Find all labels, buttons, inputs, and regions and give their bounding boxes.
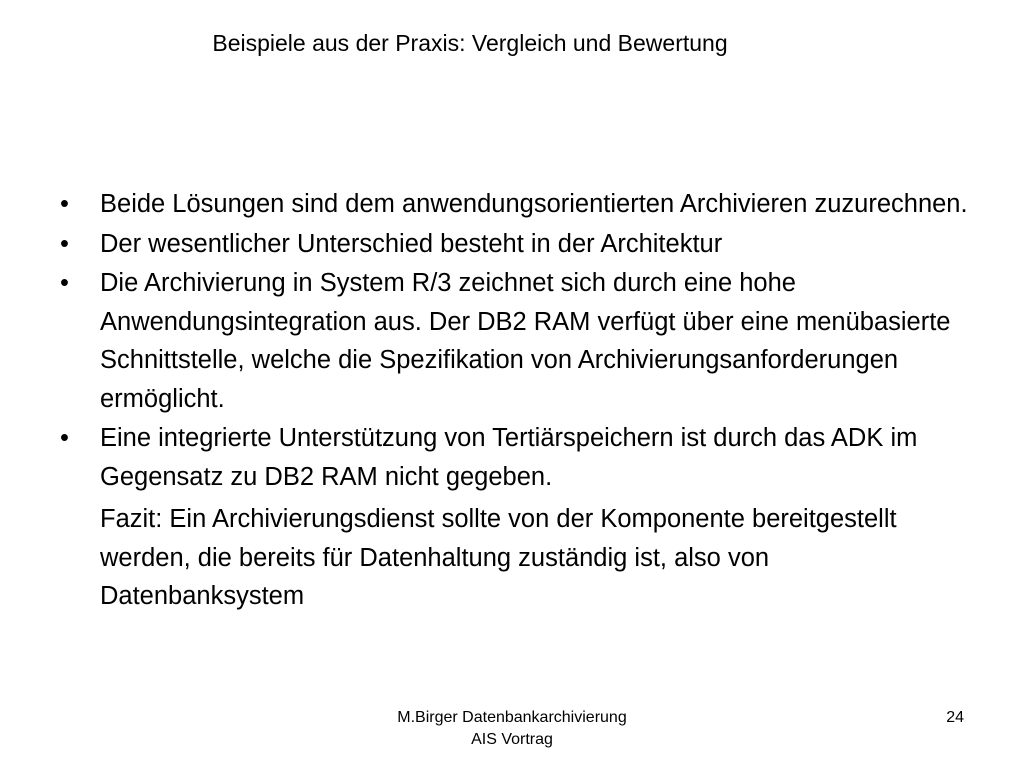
- list-item: [60, 225, 980, 264]
- footer-author: M.Birger Datenbankarchivierung: [397, 709, 627, 726]
- list-item-text: Beide Lösungen sind dem anwendungsorientierten Archivieren zuzurechnen.: [100, 190, 968, 218]
- bullet-icon: •: [60, 424, 69, 452]
- footer-event: AIS Vortrag: [471, 731, 553, 748]
- bullet-list: [60, 185, 980, 616]
- list-item-text: Eine integrierte Unterstützung von Tertiärspeichern ist durch das ADK im Gegensatz zu DB2 RAM nicht gegeben.: [100, 424, 918, 491]
- list-item: [60, 419, 980, 496]
- conclusion-text: Fazit: Ein Archivierungsdienst sollte von der Komponente bereitgestellt werden, die bereits für Datenhaltung zuständig ist, also von Datenbanksystem: [100, 505, 897, 610]
- page-number: 24: [946, 709, 964, 726]
- list-item-text: Der wesentlicher Unterschied besteht in der Architektur: [100, 229, 723, 258]
- bullet-icon: •: [60, 269, 69, 297]
- bullet-icon: •: [60, 229, 69, 258]
- slide-title: Beispiele aus der Praxis: Vergleich und Bewertung: [212, 30, 728, 56]
- list-item: [60, 264, 980, 418]
- list-item: [60, 185, 980, 224]
- conclusion-item: [60, 500, 980, 616]
- footer: [0, 707, 1024, 751]
- list-item-text: Die Archivierung in System R/3 zeichnet sich durch eine hohe Anwendungsintegration aus. Der DB2 RAM verfügt über eine menübasierte Schnittstelle, welche die Spezifikation von Archivierungsanforderungen ermöglicht.: [100, 269, 951, 413]
- bullet-icon: •: [60, 190, 69, 218]
